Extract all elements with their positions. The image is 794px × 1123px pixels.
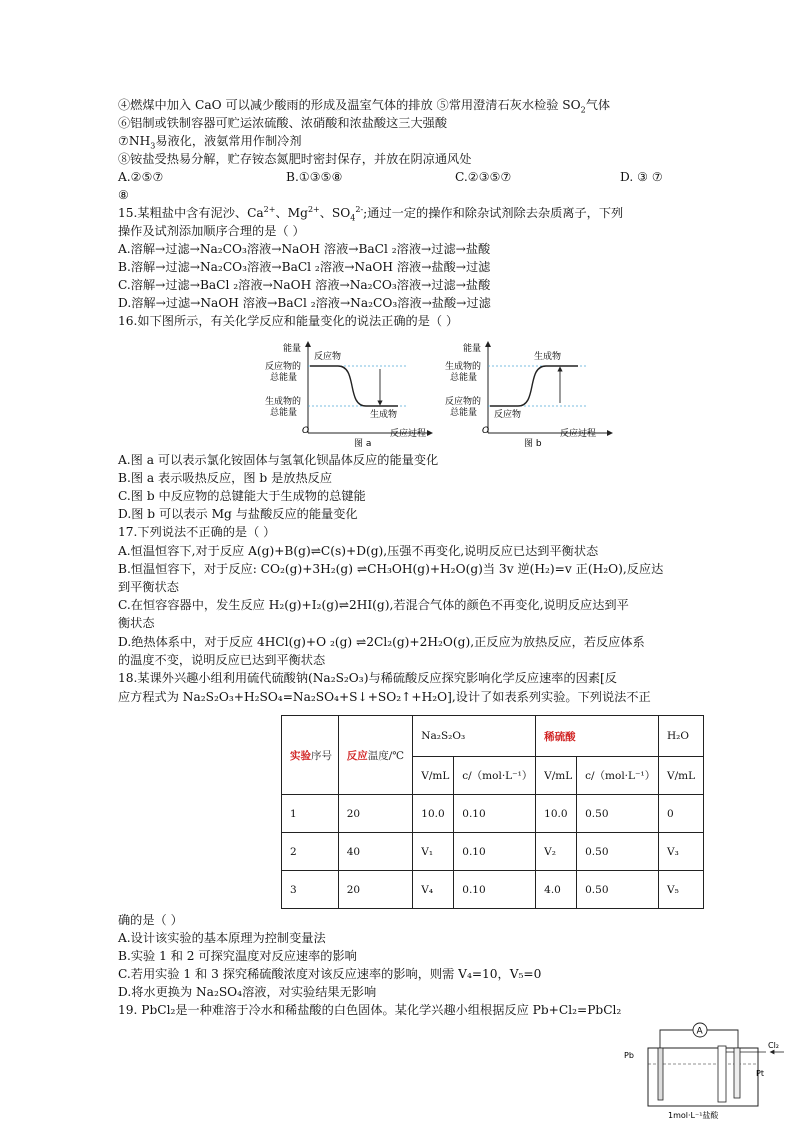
statement-4-5 — [118, 97, 610, 113]
q18-stem-line1: 18.某课外兴趣小组利用硫代硫酸钠(Na₂S₂O₃)与稀硫酸反应探究影响化学反应速率的因素[反 — [118, 671, 617, 685]
header-thiosulfate: Na₂S₂O₃ — [413, 716, 536, 757]
q18-option-c: C.若用实验 1 和 3 探究稀硫酸浓度对该反应速率的影响，则需 V₄=10，V₅=0 — [118, 967, 542, 981]
product-total-a-2: 总能量 — [270, 408, 298, 418]
nh3-subscript: 3 — [150, 141, 156, 151]
header-temperature-red: 反应 — [346, 749, 368, 762]
cell-acid-v: 10.0 — [536, 795, 577, 833]
statement-7-b: 易液化，液氨常用作制冷剂 — [155, 134, 302, 148]
statement-5-end: 气体 — [585, 98, 611, 112]
q14-option-c: C.②③⑤⑦ — [455, 170, 512, 184]
header-experiment-red: 实验 — [290, 749, 311, 762]
header-experiment-number — [282, 716, 339, 795]
q18-option-b: B.实验 1 和 2 可探究温度对反应速率的影响 — [118, 949, 357, 963]
product-label-a: 生成物 — [370, 410, 398, 420]
cell-acid-c: 0.50 — [577, 871, 659, 909]
product-label-b: 生成物 — [534, 352, 562, 362]
cell-water-v: V₃ — [659, 833, 704, 871]
cell-thio-c: 0.10 — [454, 833, 536, 871]
q14-option-b: B.①③⑤⑧ — [286, 170, 343, 184]
cell-thio-v: 10.0 — [413, 795, 454, 833]
product-total-b-2: 总能量 — [450, 373, 478, 383]
q17-option-d-line1: D.绝热体系中，对于反应 4HCl(g)+O ₂(g) ⇌2Cl₂(g)+2H₂O(g),正反应为放热反应，若反应体系 — [118, 635, 645, 649]
subheader-thio-v: V/mL — [413, 757, 454, 795]
energy-curve-b — [490, 366, 578, 406]
q17-option-b-line2: 到平衡状态 — [118, 580, 179, 594]
experiment-table — [281, 715, 704, 909]
cell-no: 1 — [282, 795, 339, 833]
mg-charge: 2+ — [307, 204, 320, 214]
cell-no: 3 — [282, 871, 339, 909]
y-axis-label-b: 能量 — [463, 344, 482, 354]
beaker — [648, 1048, 758, 1106]
cell-water-v: V₅ — [659, 871, 704, 909]
solution-label: 1mol·L⁻¹盐酸 — [668, 1111, 719, 1120]
cell-acid-v: 4.0 — [536, 871, 577, 909]
statement-4-5-text: ④燃煤中加入 CaO 可以减少酸雨的形成及温室气体的排放 ⑤常用澄清石灰水检验 SO — [118, 98, 581, 112]
statement-8: ⑧铵盐受热易分解，贮存铵态氮肥时密封保存，并放在阴凉通风处 — [118, 152, 472, 166]
q15-option-d: D.溶解→过滤→NaOH 溶液→BaCl ₂溶液→Na₂CO₃溶液→盐酸→过滤 — [118, 296, 491, 310]
header-experiment-rest: 序号 — [311, 749, 332, 762]
y-axis-label-a: 能量 — [283, 344, 302, 354]
statement-7 — [118, 133, 302, 149]
header-dilute-acid: 稀硫酸 — [536, 716, 659, 757]
cell-no: 2 — [282, 833, 339, 871]
q18-stem-line2: 应方程式为 Na₂S₂O₃+H₂SO₄=Na₂SO₄+S↓+SO₂↑+H₂O],设计了如表系列实验。下列说法不正 — [118, 690, 651, 704]
q18-option-a: A.设计该实验的基本原理为控制变量法 — [118, 931, 326, 945]
product-total-b-1: 生成物的 — [445, 362, 482, 372]
q18-stem-line3: 确的是（ ） — [118, 913, 183, 927]
q15-stem-c: 、SO — [319, 206, 351, 220]
q19-stem: 19. PbCl₂是一种难溶于冷水和稀盐酸的白色固体。某化学兴趣小组根据反应 Pb+Cl₂=PbCl₂ — [118, 1003, 622, 1017]
reactant-total-a-2: 总能量 — [270, 373, 298, 383]
table-row — [282, 795, 704, 833]
cell-acid-v: V₂ — [536, 833, 577, 871]
so2-subscript: 2 — [580, 105, 586, 115]
q17-option-c-line1: C.在恒容容器中，发生反应 H₂(g)+I₂(g)⇌2HI(g),若混合气体的颜色不再变化,说明反应达到平 — [118, 598, 629, 612]
electrolysis-apparatus — [620, 1018, 790, 1122]
q16-option-b: B.图 a 表示吸热反应，图 b 是放热反应 — [118, 471, 333, 485]
subheader-water-v: V/mL — [659, 757, 704, 795]
energy-curve-a — [310, 366, 398, 406]
reactant-total-b-1: 反应物的 — [445, 397, 482, 407]
table-header-row — [282, 716, 704, 757]
q14-option-a: A.②⑤⑦ — [118, 170, 164, 184]
pb-label: Pb — [624, 1051, 634, 1060]
q17-option-a: A.恒温恒容下,对于反应 A(g)+B(g)⇌C(s)+D(g),压强不再变化,说明反应已达到平衡状态 — [118, 544, 599, 558]
q14-option-d: D. ③ ⑦ — [620, 170, 663, 184]
x-axis-label-b: 反应过程 — [560, 429, 597, 439]
table-row — [282, 833, 704, 871]
q15-option-b: B.溶解→过滤→Na₂CO₃溶液→BaCl ₂溶液→NaOH 溶液→盐酸→过滤 — [118, 260, 491, 274]
cell-thio-c: 0.10 — [454, 795, 536, 833]
q15-stem-d: ;通过一定的操作和除杂试剂除去杂质离子，下列 — [363, 206, 624, 220]
q15-stem-line2: 操作及试剂添加顺序合理的是（ ） — [118, 224, 305, 238]
ca-charge: 2+ — [263, 204, 276, 214]
so4-subscript: 4 — [350, 213, 356, 223]
caption-b: 图 b — [524, 439, 542, 449]
product-total-a-1: 生成物的 — [265, 397, 302, 407]
q17-option-c-line2: 衡状态 — [118, 616, 155, 630]
header-temperature — [338, 716, 413, 795]
reactant-total-b-2: 总能量 — [450, 408, 478, 418]
cell-thio-v: V₄ — [413, 871, 454, 909]
q16-option-d: D.图 b 可以表示 Mg 与盐酸反应的能量变化 — [118, 507, 358, 521]
cell-thio-v: V₁ — [413, 833, 454, 871]
subheader-acid-c: c/（mol·L⁻¹） — [577, 757, 659, 795]
q18-option-d: D.将水更换为 Na₂SO₄溶液，对实验结果无影响 — [118, 985, 377, 999]
cell-temp: 20 — [338, 871, 413, 909]
pt-label: Pt — [756, 1069, 764, 1078]
reactant-label-b: 反应物 — [494, 410, 522, 420]
energy-diagram-b — [438, 338, 618, 450]
table-row — [282, 871, 704, 909]
q15-option-c: C.溶解→过滤→BaCl ₂溶液→NaOH 溶液→Na₂CO₃溶液→过滤→盐酸 — [118, 278, 491, 292]
q17-stem: 17.下列说法不正确的是（ ） — [118, 525, 276, 539]
caption-a: 图 a — [354, 439, 372, 449]
cell-thio-c: 0.10 — [454, 871, 536, 909]
header-water: H₂O — [659, 716, 704, 757]
pb-electrode — [658, 1048, 663, 1100]
cell-temp: 20 — [338, 795, 413, 833]
cell-water-v: 0 — [659, 795, 704, 833]
statement-7-a: ⑦NH — [118, 134, 151, 148]
cell-temp: 40 — [338, 833, 413, 871]
q16-stem: 16.如下图所示，有关化学反应和能量变化的说法正确的是（ ） — [118, 314, 459, 328]
gas-tube — [718, 1046, 726, 1102]
q16-option-a: A.图 a 可以表示氯化铵固体与氢氧化钡晶体反应的能量变化 — [118, 453, 439, 467]
energy-diagram-a — [258, 338, 438, 450]
so4-charge: 2- — [355, 204, 364, 214]
q16-option-c: C.图 b 中反应物的总键能大于生成物的总键能 — [118, 489, 366, 503]
q17-option-b-line1: B.恒温恒容下，对于反应: CO₂(g)+3H₂(g) ⇌CH₃OH(g)+H₂O(g)当 3v 逆(H₂)=v 正(H₂O),反应达 — [118, 562, 664, 576]
q15-option-a: A.溶解→过滤→Na₂CO₃溶液→NaOH 溶液→BaCl ₂溶液→过滤→盐酸 — [118, 242, 491, 256]
cell-acid-c: 0.50 — [577, 833, 659, 871]
cell-acid-c: 0.50 — [577, 795, 659, 833]
subheader-acid-v: V/mL — [536, 757, 577, 795]
ammeter-label: A — [696, 1026, 703, 1037]
pt-electrode — [734, 1048, 740, 1098]
reactant-label-a: 反应物 — [314, 352, 342, 362]
x-axis-label-a: 反应过程 — [390, 429, 427, 439]
q15-stem — [118, 205, 623, 221]
statement-6: ⑥铝制或铁制容器可贮运浓硫酸、浓硝酸和浓盐酸这三大强酸 — [118, 116, 448, 130]
origin-b: O — [482, 426, 490, 436]
subheader-thio-c: c/（mol·L⁻¹） — [454, 757, 536, 795]
cl2-label: Cl₂ — [768, 1041, 780, 1050]
q15-stem-a: 15.某粗盐中含有泥沙、Ca — [118, 206, 264, 220]
origin-a: O — [302, 426, 310, 436]
q14-option-d-wrap: ⑧ — [118, 188, 129, 202]
header-temperature-rest: 温度/℃ — [367, 749, 404, 762]
q17-option-d-line2: 的温度不变，说明反应已达到平衡状态 — [118, 653, 326, 667]
q15-stem-b: 、Mg — [275, 206, 308, 220]
reactant-total-a-1: 反应物的 — [265, 362, 302, 372]
